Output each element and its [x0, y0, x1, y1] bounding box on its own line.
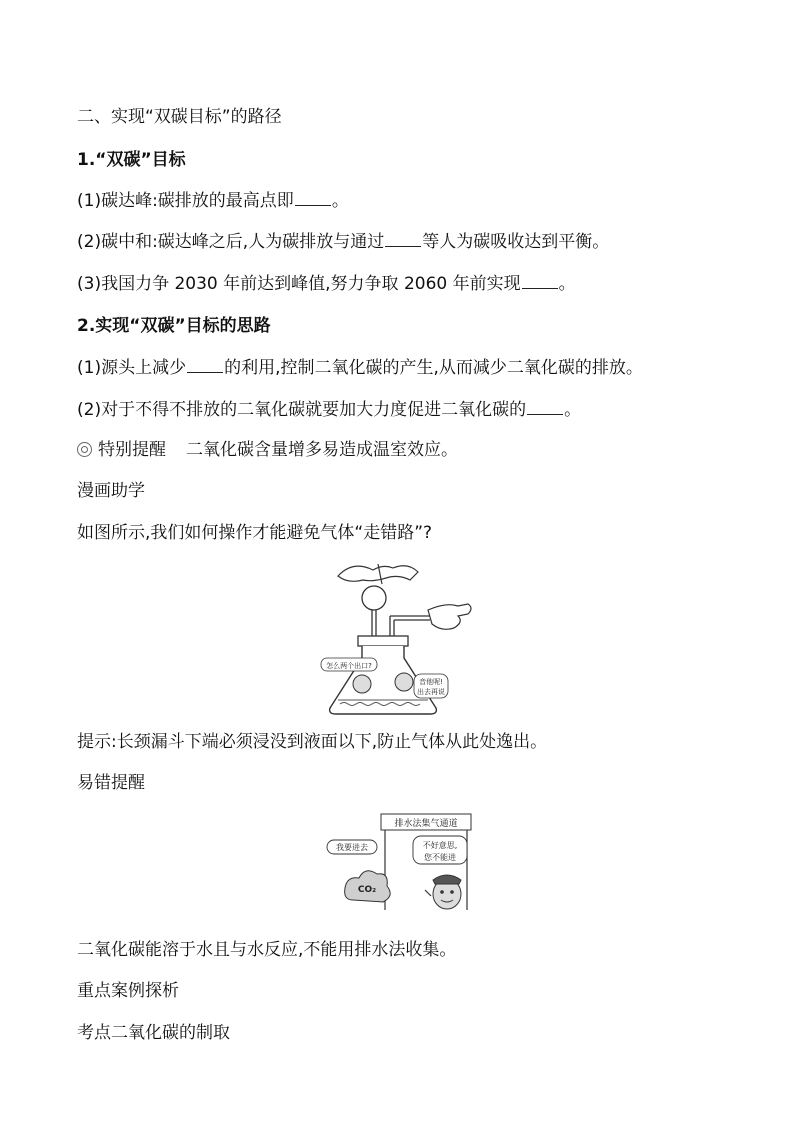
- bubble-right-text-1: 音他呢!: [419, 678, 443, 686]
- bubble-left-text: 怎么两个出口?: [326, 662, 372, 670]
- tip-text: 二氧化碳含量增多易造成温室效应。: [186, 440, 458, 460]
- item-text: (3)我国力争 2030 年前达到峰值,努力争取 2060 年前实现: [77, 274, 521, 294]
- tip-label: 特别提醒: [98, 440, 166, 460]
- speech-right-text-1: 不好意思,: [422, 841, 458, 850]
- item-text: 。: [331, 191, 349, 211]
- fill-blank: [295, 189, 331, 206]
- fill-blank: [522, 272, 558, 289]
- item-china-target: [77, 272, 576, 296]
- drainage-channel-comic-figure: [325, 810, 475, 918]
- flask-comic-figure: [318, 558, 478, 720]
- case-heading: 重点案例探析: [77, 981, 179, 1001]
- comic-heading: 漫画助学: [77, 481, 145, 501]
- tip-icon: [77, 442, 92, 457]
- item-text: (1)源头上减少: [77, 358, 187, 378]
- comic-hint: 提示:长颈漏斗下端必须浸没到液面以下,防止气体从此处逸出。: [77, 732, 548, 752]
- item-carbon-neutral: [77, 230, 609, 254]
- item-text: 等人为碳吸收达到平衡。: [422, 232, 610, 252]
- co2-label: CO₂: [357, 885, 377, 895]
- item-text: 。: [564, 400, 582, 420]
- item-reduce-source: [77, 356, 643, 380]
- section-title: 二、实现“双碳目标”的路径: [77, 107, 282, 127]
- fill-blank: [527, 398, 563, 415]
- speech-right-text-2: 您不能进: [424, 853, 456, 862]
- item-text: 的利用,控制二氧化碳的产生,从而减少二氧化碳的排放。: [224, 358, 643, 378]
- heading-dual-carbon-goal: 1.“双碳”目标: [77, 150, 186, 170]
- item-text: (1)碳达峰:碳排放的最高点即: [77, 191, 294, 211]
- item-text: (2)对于不得不排放的二氧化碳就要加大力度促进二氧化碳的: [77, 400, 527, 420]
- fill-blank: [187, 356, 223, 373]
- heading-approach: 2.实现“双碳”目标的思路: [77, 316, 271, 336]
- comic-question: 如图所示,我们如何操作才能避免气体“走错路”?: [77, 523, 433, 543]
- special-tip: [77, 438, 458, 462]
- sign-text: 排水法集气通道: [394, 819, 458, 829]
- speech-left-text: 我要进去: [336, 843, 368, 852]
- item-absorb: [77, 398, 581, 422]
- bubble-right-text-2: 出去再说: [417, 688, 445, 696]
- fill-blank: [385, 230, 421, 247]
- item-carbon-peak: [77, 189, 349, 213]
- case-topic: 考点二氧化碳的制取: [77, 1023, 230, 1043]
- item-text: (2)碳中和:碳达峰之后,人为碳排放与通过: [77, 232, 385, 252]
- error-text: 二氧化碳能溶于水且与水反应,不能用排水法收集。: [77, 940, 457, 960]
- error-heading: 易错提醒: [77, 773, 145, 793]
- item-text: 。: [558, 274, 576, 294]
